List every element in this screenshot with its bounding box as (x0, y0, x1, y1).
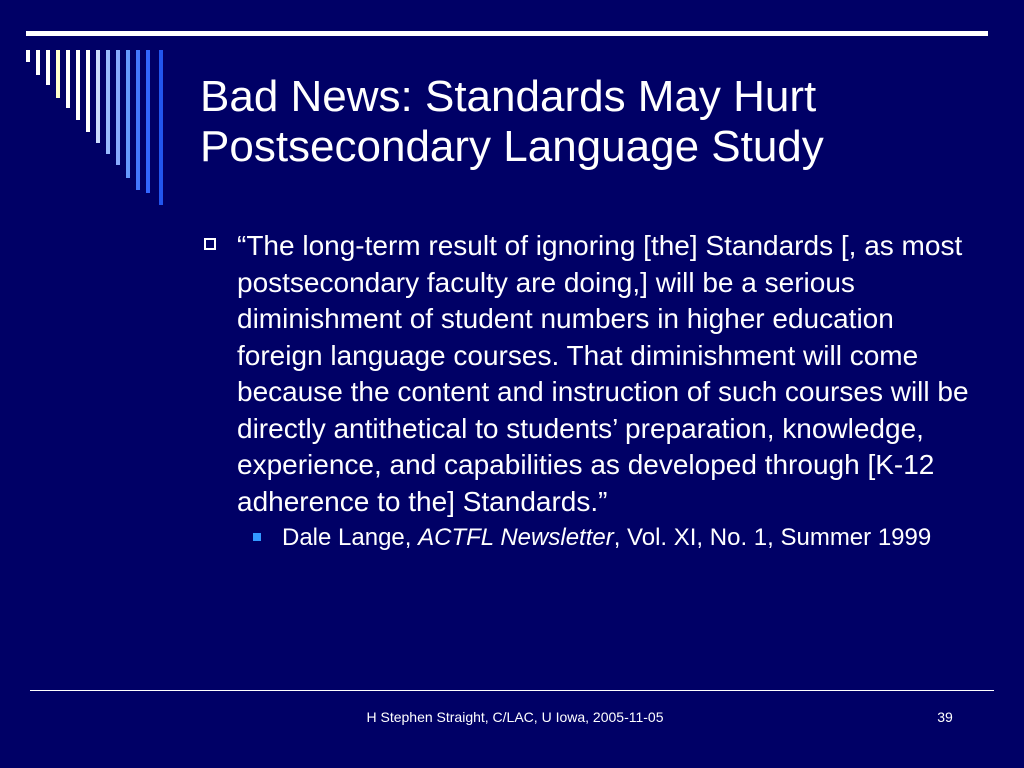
stripe (46, 50, 50, 85)
hollow-square-bullet-icon (204, 238, 216, 250)
square-bullet-icon (253, 533, 261, 541)
stripe (159, 50, 163, 205)
footer-credit: H Stephen Straight, C/LAC, U Iowa, 2005-11-05 (366, 709, 664, 725)
footer-divider-line (30, 690, 994, 691)
stripe (36, 50, 40, 75)
quote-text: “The long-term result of ignoring [the] Standards [, as most postsecondary faculty are doing,] will be a serious diminishment of student numbers in higher education foreign language courses. That diminishment will come because the content and instruction of such courses will be directly antithetical to students’ preparation, knowledge, experience, and capabilities as developed through [K-12 adherence to the] Standards.” (237, 230, 969, 517)
stripe (116, 50, 120, 165)
citation-text (282, 522, 980, 553)
stripe (136, 50, 140, 190)
stripe (56, 50, 60, 98)
stripe (26, 50, 30, 62)
citation-publication: ACTFL Newsletter (418, 524, 614, 551)
top-divider-line (26, 31, 988, 36)
citation-details: , Vol. XI, No. 1, Summer 1999 (613, 524, 932, 551)
page-number: 39 (937, 709, 953, 725)
stripe (126, 50, 130, 178)
stripe (86, 50, 90, 132)
citation-bullet (200, 522, 980, 553)
stripe (106, 50, 110, 154)
stripe (76, 50, 80, 120)
citation-author: Dale Lange, (282, 524, 419, 551)
stripe (146, 50, 150, 193)
slide-content (200, 228, 980, 553)
quote-bullet (200, 228, 980, 520)
stripe (66, 50, 70, 108)
stripe (96, 50, 100, 143)
slide-title: Bad News: Standards May Hurt Postsecondary Language Study (200, 72, 824, 171)
